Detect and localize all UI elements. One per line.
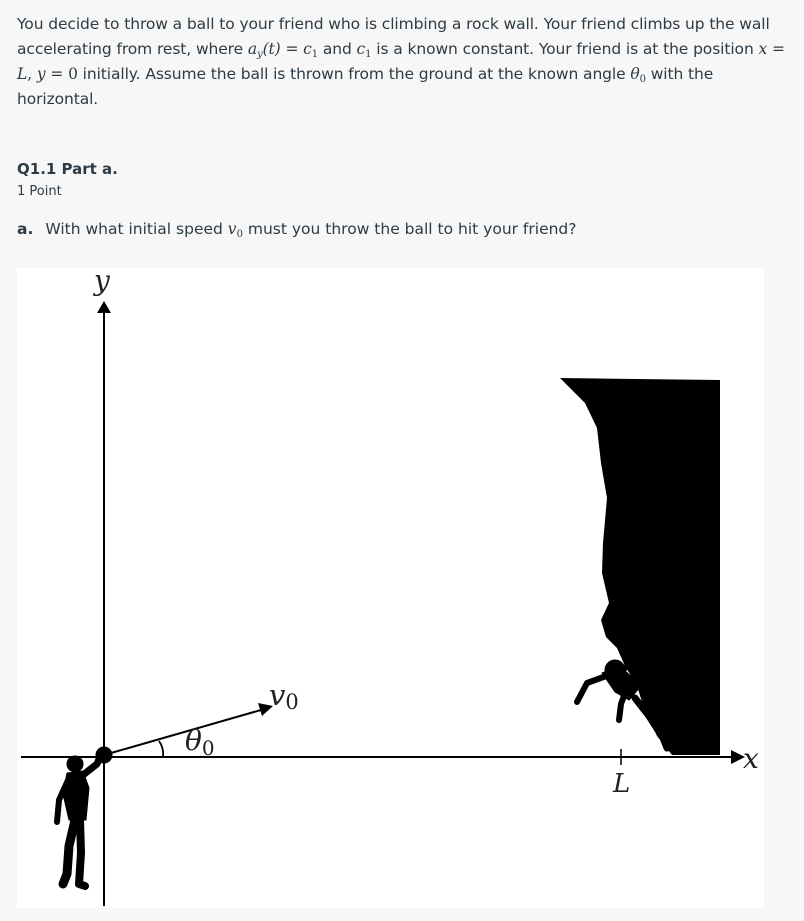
part-letter: a. — [17, 220, 34, 238]
question-points: 1 Point — [17, 184, 62, 199]
x-axis-label: x — [743, 742, 759, 775]
y-axis-label: y — [94, 268, 110, 297]
rock-wall-silhouette — [560, 378, 720, 755]
problem-figure — [17, 268, 764, 908]
figure-svg — [17, 268, 764, 908]
angle-label: θ0 — [185, 724, 215, 760]
question-prompt: a. With what initial speed $v_0$ must you throw the ball to hit your friend? — [17, 220, 577, 240]
problem-statement: You decide to throw a ball to your friend who is climbing a rock wall. Your friend climbs up the wall accelerating from rest, where $a_y(t) = c_1$ and $c_1$ is a known constant. Your friend is at the position x = L, y = 0 initially. Assume the ball is thrown from the ground at the known angle $\theta_0$ with the horizontal. — [17, 15, 785, 108]
position-label: L — [613, 769, 631, 799]
y-axis-arrowhead — [97, 301, 111, 313]
question-title: Q1.1 Part a. — [17, 160, 118, 178]
thrower-silhouette — [57, 754, 101, 886]
angle-arc — [159, 741, 163, 757]
velocity-label: v0 — [269, 678, 299, 714]
velocity-vector-shaft — [104, 710, 261, 755]
